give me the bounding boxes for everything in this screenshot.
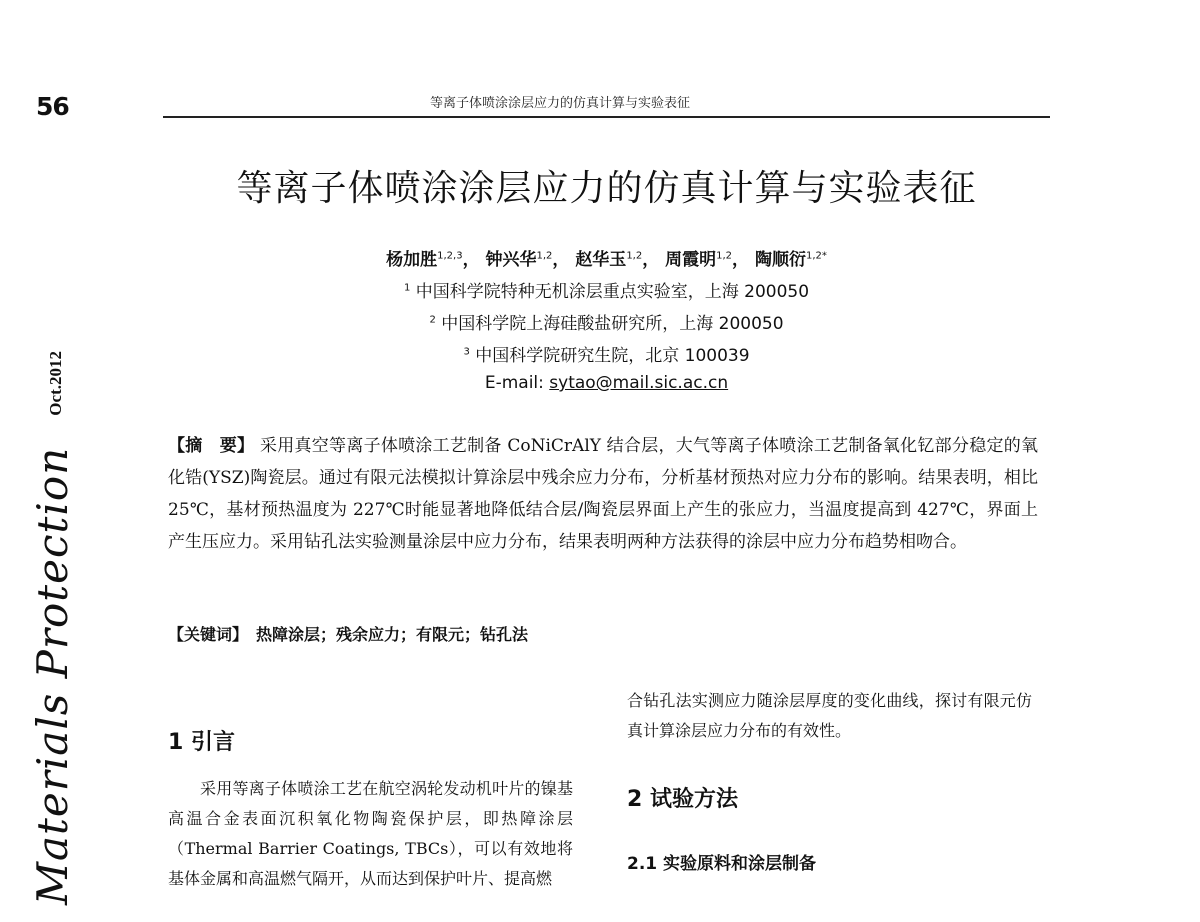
author-separator: ， [552, 250, 570, 270]
abstract [168, 430, 1038, 558]
keywords-text: 热障涂层；残余应力；有限元；钻孔法 [256, 625, 529, 644]
right-column [627, 686, 1032, 874]
section-heading-methods: 2 试验方法 [627, 787, 738, 812]
section-heading-introduction: 1 引言 [168, 730, 235, 755]
author-separator: ， [462, 250, 480, 270]
affiliation-1 [163, 277, 1050, 302]
author-affil-sup: 1,2 [716, 250, 733, 262]
author-affil-sup: 1,2,3 [437, 250, 463, 262]
author: 陶顺衍 [754, 250, 806, 270]
affiliation-sup: 2 [429, 314, 436, 326]
author: 钟兴华 [485, 250, 537, 270]
author-separator: ， [642, 250, 660, 270]
email-label: E-mail: [484, 373, 544, 393]
author: 杨加胜 [386, 250, 438, 270]
author-affil-sup: 1,2 [626, 250, 643, 262]
affiliation-3 [163, 341, 1050, 366]
issue-date: Oct.2012 [46, 351, 65, 416]
email-link[interactable]: sytao@mail.sic.ac.cn [549, 373, 729, 393]
keywords-label: 【关键词】 [168, 625, 249, 644]
subsection-heading-materials: 2.1 实验原料和涂层制备 [627, 854, 817, 874]
keywords [168, 622, 1038, 645]
author: 周霞明 [665, 250, 717, 270]
affiliation-sup: 3 [463, 346, 470, 358]
abstract-label: 【摘 要】 [168, 436, 255, 456]
abstract-text: 采用真空等离子体喷涂工艺制备 CoNiCrAlY 结合层，大气等离子体喷涂工艺制备氧化钇部分稳定的氧化锆(YSZ)陶瓷层。通过有限元法模拟计算涂层中残余应力分布，分析基材预热对应力分布的影响。结果表明，相比 25℃，基材预热温度为 227℃时能显著地降低结合层/陶瓷层界面上产生的张应力，当温度提高到 427℃，界面上产生压应力。采用钻孔法实验测量涂层中应力分布，结果表明两种方法获得的涂层中应力分布趋势相吻合。 [168, 436, 1039, 552]
introduction-paragraph: 采用等离子体喷涂工艺在航空涡轮发动机叶片的镍基高温合金表面沉积氧化物陶瓷保护层，即热障涂层（Thermal Barrier Coatings, TBCs），可以有效地将基体金属和高温燃气隔开，从而达到保护叶片、提高燃 [168, 779, 573, 888]
author-separator: ， [732, 250, 750, 270]
affiliation-text: 中国科学院特种无机涂层重点实验室，上海 200050 [415, 282, 810, 302]
running-title: 等离子体喷涂涂层应力的仿真计算与实验表征 [430, 96, 691, 111]
header-rule [163, 116, 1050, 118]
continued-paragraph: 合钻孔法实测应力随涂层厚度的变化曲线，探讨有限元仿真计算涂层应力分布的有效性。 [627, 691, 1032, 740]
affiliation-sup: 1 [403, 282, 411, 294]
affiliation-text: 中国科学院研究生院，北京 100039 [475, 346, 750, 366]
author-affil-sup: 1,2* [805, 250, 827, 262]
author-list [163, 245, 1050, 270]
affiliation-text: 中国科学院上海硅酸盐研究所，上海 200050 [441, 314, 784, 334]
side-banner [28, 351, 77, 905]
article-title: 等离子体喷涂涂层应力的仿真计算与实验表征 [236, 168, 977, 209]
page-number: 56 [36, 92, 69, 121]
author-affil-sup: 1,2 [536, 250, 553, 262]
journal-name: Materials Protection [28, 446, 77, 905]
author: 赵华玉 [575, 250, 627, 270]
contact-email [163, 373, 1050, 393]
affiliation-2 [163, 309, 1050, 334]
left-column [168, 725, 573, 894]
